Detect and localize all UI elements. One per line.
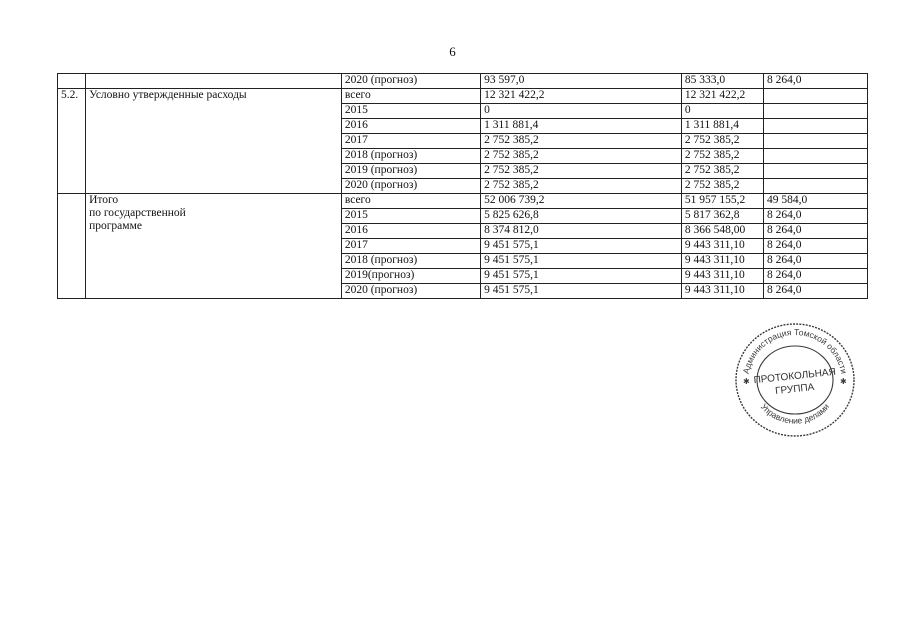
item-name-line: программе: [89, 220, 142, 232]
total-cell: 8 374 812,0: [481, 224, 682, 239]
federal-budget-cell: 9 443 311,10: [681, 284, 763, 299]
stamp-ring-text: Администрация Томской области: [740, 326, 850, 375]
total-cell: 2 752 385,2: [481, 179, 682, 194]
item-number-cell: [58, 74, 86, 89]
federal-budget-cell: 9 443 311,10: [681, 239, 763, 254]
federal-budget-cell: 9 443 311,10: [681, 269, 763, 284]
federal-budget-cell: 8 366 548,00: [681, 224, 763, 239]
period-cell: 2018 (прогноз): [341, 254, 480, 269]
period-cell: 2017: [341, 134, 480, 149]
period-cell: 2016: [341, 119, 480, 134]
period-cell: 2015: [341, 209, 480, 224]
period-cell: всего: [341, 194, 480, 209]
period-cell: 2020 (прогноз): [341, 74, 480, 89]
regional-budget-cell: [763, 164, 867, 179]
stamp-bottom-text: Управление делами: [758, 401, 832, 426]
regional-budget-cell: 8 264,0: [763, 209, 867, 224]
period-cell: 2020 (прогноз): [341, 179, 480, 194]
total-cell: 52 006 739,2: [481, 194, 682, 209]
total-cell: 1 311 881,4: [481, 119, 682, 134]
regional-budget-cell: 8 264,0: [763, 224, 867, 239]
item-name-cell: [86, 74, 342, 89]
regional-budget-cell: [763, 104, 867, 119]
item-name-line: Условно утвержденные расходы: [89, 89, 247, 101]
regional-budget-cell: 8 264,0: [763, 239, 867, 254]
federal-budget-cell: 2 752 385,2: [681, 164, 763, 179]
budget-table: [57, 73, 868, 299]
regional-budget-cell: 8 264,0: [763, 284, 867, 299]
total-cell: 93 597,0: [481, 74, 682, 89]
federal-budget-cell: 2 752 385,2: [681, 149, 763, 164]
table-row: [58, 74, 868, 89]
period-cell: 2015: [341, 104, 480, 119]
regional-budget-cell: 8 264,0: [763, 74, 867, 89]
regional-budget-cell: 49 584,0: [763, 194, 867, 209]
table-row: [58, 194, 868, 209]
total-cell: 9 451 575,1: [481, 269, 682, 284]
total-cell: 12 321 422,2: [481, 89, 682, 104]
total-cell: 9 451 575,1: [481, 254, 682, 269]
regional-budget-cell: 8 264,0: [763, 269, 867, 284]
item-name-cell: [86, 89, 342, 194]
protocol-group-stamp: [734, 322, 856, 438]
total-cell: 9 451 575,1: [481, 239, 682, 254]
total-cell: 5 825 626,8: [481, 209, 682, 224]
budget-table-body: [58, 74, 868, 299]
federal-budget-cell: 1 311 881,4: [681, 119, 763, 134]
total-cell: 2 752 385,2: [481, 164, 682, 179]
stamp-center-line1: ПРОТОКОЛЬНАЯ: [753, 366, 837, 387]
regional-budget-cell: [763, 89, 867, 104]
period-cell: 2018 (прогноз): [341, 149, 480, 164]
total-cell: 2 752 385,2: [481, 149, 682, 164]
federal-budget-cell: 5 817 362,8: [681, 209, 763, 224]
regional-budget-cell: 8 264,0: [763, 254, 867, 269]
period-cell: 2016: [341, 224, 480, 239]
table-row: [58, 89, 868, 104]
federal-budget-cell: 2 752 385,2: [681, 179, 763, 194]
regional-budget-cell: [763, 149, 867, 164]
regional-budget-cell: [763, 179, 867, 194]
stamp-star-left-icon: ✱: [743, 377, 750, 386]
item-name-line: по государственной: [89, 207, 186, 219]
period-cell: всего: [341, 89, 480, 104]
federal-budget-cell: 51 957 155,2: [681, 194, 763, 209]
period-cell: 2019(прогноз): [341, 269, 480, 284]
item-number-cell: 5.2.: [58, 89, 86, 194]
total-cell: 9 451 575,1: [481, 284, 682, 299]
regional-budget-cell: [763, 119, 867, 134]
regional-budget-cell: [763, 134, 867, 149]
total-cell: 2 752 385,2: [481, 134, 682, 149]
federal-budget-cell: 2 752 385,2: [681, 134, 763, 149]
federal-budget-cell: 12 321 422,2: [681, 89, 763, 104]
period-cell: 2019 (прогноз): [341, 164, 480, 179]
federal-budget-cell: 0: [681, 104, 763, 119]
federal-budget-cell: 85 333,0: [681, 74, 763, 89]
stamp-center-line2: ГРУППА: [774, 381, 815, 398]
total-cell: 0: [481, 104, 682, 119]
item-name-cell: [86, 194, 342, 299]
page-number: 6: [449, 44, 456, 59]
period-cell: 2020 (прогноз): [341, 284, 480, 299]
period-cell: 2017: [341, 239, 480, 254]
item-name-line: Итого: [89, 194, 119, 206]
item-number-cell: [58, 194, 86, 299]
federal-budget-cell: 9 443 311,10: [681, 254, 763, 269]
stamp-star-right-icon: ✱: [840, 377, 847, 386]
